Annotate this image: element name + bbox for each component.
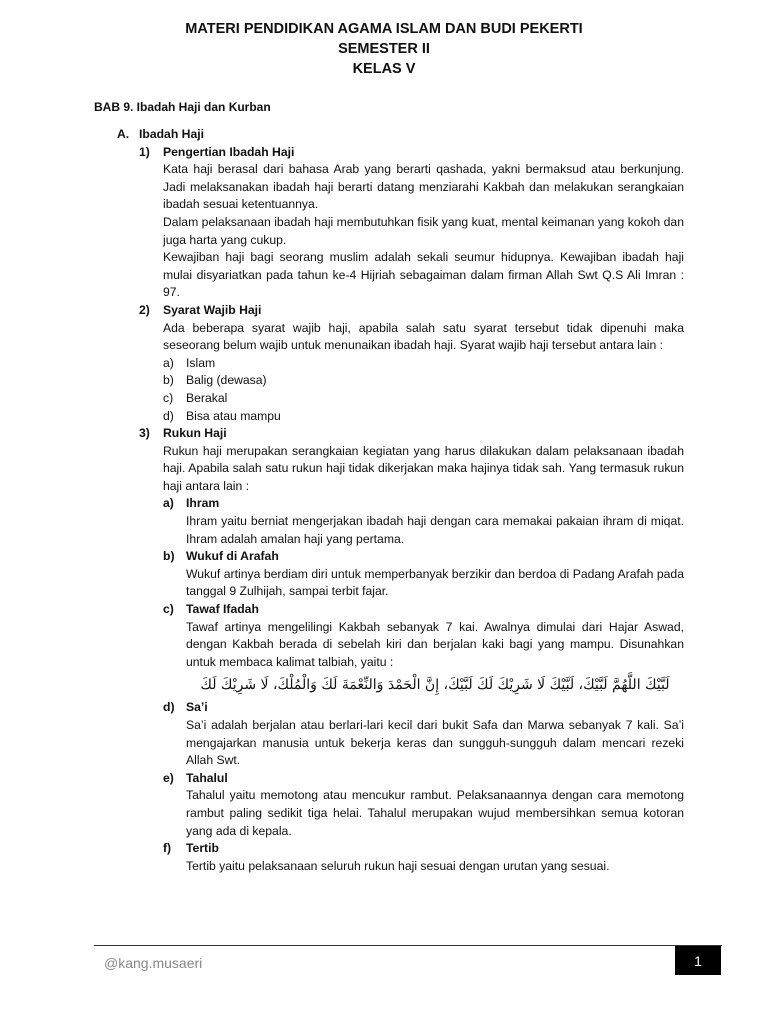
subsection-title: Pengertian Ibadah Haji [163, 144, 295, 159]
rukun-heading [163, 770, 684, 788]
rukun-heading [163, 548, 684, 566]
section-a-heading [117, 126, 684, 144]
list-text: Balig (dewasa) [186, 373, 267, 388]
rukun-heading [163, 699, 684, 717]
rukun-label: b) [163, 549, 175, 564]
list-text: Bisa atau mampu [186, 408, 281, 423]
rukun-label: a) [163, 496, 174, 511]
list-label: b) [163, 373, 174, 388]
rukun-heading [163, 840, 684, 858]
subsection-number: 3) [139, 426, 150, 441]
chapter-title: BAB 9. Ibadah Haji dan Kurban [94, 100, 271, 114]
rukun-title: Tawaf Ifadah [186, 602, 259, 617]
header-class: KELAS V [352, 61, 416, 77]
rukun-text: Tahalul yaitu memotong atau mencukur rambut. Pelaksanaannya dengan cara memotong rambut paling sedikit tiga helai. Tahalul merupakan wujud membersihkan semua kotoran yang ada di kepala. [186, 788, 684, 838]
section-label: A. [117, 127, 130, 141]
subsection-heading [139, 302, 684, 320]
rukun-label: e) [163, 770, 174, 785]
rukun-text: Wukuf artinya berdiam diri untuk memperbanyak berzikir dan berdoa di Padang Arafah pada tanggal 9 Zulhijah, sampai terbit fajar. [186, 566, 684, 599]
header-semester: SEMESTER II [338, 41, 430, 57]
list-label: d) [163, 408, 174, 423]
rukun-label: c) [163, 602, 174, 617]
list-item [163, 408, 684, 426]
rukun-title: Ihram [186, 496, 220, 511]
rukun-text: Tertib yaitu pelaksanaan seluruh rukun haji sesuai dengan urutan yang sesuai. [186, 858, 610, 873]
rukun-title: Sa’i [186, 700, 208, 715]
subsection-number: 1) [139, 144, 150, 159]
rukun-text: Ihram yaitu berniat mengerjakan ibadah haji dengan cara memakai pakaian ihram di miqat. Ihram adalah amalan haji yang pertama. [186, 514, 684, 546]
rukun-label: f) [163, 841, 172, 856]
paragraph: Kewajiban haji bagi seorang muslim adalah sekali seumur hidupnya. Kewajiban ibadah haji mulai disyariatkan pada tahun ke-4 Hijriah sebagaiman dalam firman Allah Swt Q.S Ali Imran : 97. [163, 250, 684, 300]
paragraph: Dalam pelaksanaan ibadah haji membutuhkan fisik yang kuat, mental keimanan yang kokoh dan juga harta yang cukup. [163, 214, 684, 247]
rukun-title: Tertib [186, 841, 219, 856]
paragraph: Ada beberapa syarat wajib haji, apabila salah satu syarat tersebut tidak dipenuhi maka seseorang belum wajib untuk menunaikan ibadah haji. Syarat wajib haji tersebut antara lain : [163, 320, 684, 353]
document-body [94, 126, 684, 875]
talbiah-arabic: لَبَّيْكَ اللَّهُمَّ لَبَّيْكَ، لَبَّيْكَ لَا شَرِيْكَ لَكَ لَبَّيْكَ، إِنَّ الْحَمْدَ وَالنِّعْمَةَ لَكَ وَالْمُلْكَ، لَا شَرِيْكَ لَكَ [200, 677, 670, 694]
list-item [163, 390, 684, 408]
rukun-label: d) [163, 700, 175, 715]
paragraph: Kata haji berasal dari bahasa Arab yang berarti qashada, yakni bermaksud atau berkunjung. Jadi melaksanakan ibadah haji berarti datang menziarahi Kakbah dan melakukan serangkaian ibadah sesuai ketentuannya. [163, 162, 684, 212]
rukun-text: Tawaf artinya mengelilingi Kakbah sebanyak 7 kai. Awalnya dimulai dari Hajar Aswad, dengan Kakbah berada di sebelah kiri dan berjalan kaki bagi yang mampu. Disunahkan untuk membaca kalimat talbiah, yaitu : [186, 619, 684, 669]
footer-divider [94, 945, 722, 946]
rukun-heading [163, 495, 684, 513]
subsection-title: Rukun Haji [163, 426, 227, 441]
rukun-title: Wukuf di Arafah [186, 549, 279, 564]
list-text: Islam [186, 355, 216, 370]
section-title: Ibadah Haji [139, 127, 205, 141]
list-label: a) [163, 355, 174, 370]
subsection-number: 2) [139, 302, 150, 317]
rukun-heading [163, 601, 684, 619]
rukun-text: Sa’i adalah berjalan atau berlari-lari kecil dari bukit Safa dan Marwa sebanyak 7 kali. Sa’i mengajarkan manusia untuk bekerja keras dan sungguh-sungguh dalam mencari rezeki Allah Swt. [186, 718, 684, 768]
footer-handle: @kang.musaeri [104, 955, 203, 971]
list-item [163, 355, 684, 373]
list-label: c) [163, 390, 174, 405]
list-text: Berakal [186, 390, 228, 405]
document-header [0, 19, 768, 79]
header-title: MATERI PENDIDIKAN AGAMA ISLAM DAN BUDI PEKERTI [185, 21, 583, 37]
subsection-heading [139, 144, 684, 162]
subsection-title: Syarat Wajib Haji [163, 302, 262, 317]
page-number: 1 [675, 946, 721, 975]
list-item [163, 372, 684, 390]
subsection-heading [139, 425, 684, 443]
rukun-title: Tahalul [186, 770, 228, 785]
paragraph: Rukun haji merupakan serangkaian kegiatan yang harus dilakukan dalam pelaksanaan ibadah haji. Apabila salah satu rukun haji tidak dikerjakan maka hajinya tidak sah. Yang termasuk rukun haji antara lain : [163, 443, 684, 493]
